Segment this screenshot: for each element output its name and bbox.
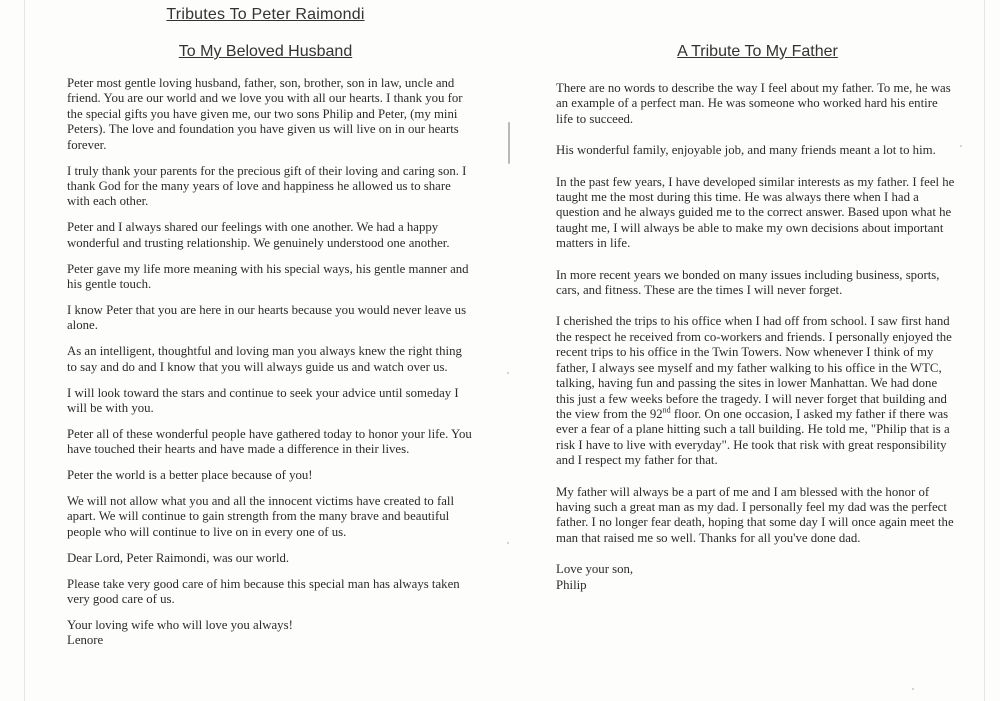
paragraph (556, 314, 956, 468)
scan-speck (507, 542, 509, 544)
scan-speck (960, 145, 962, 147)
closing-line: Love your son, (556, 562, 634, 577)
paragraph: Peter most gentle loving husband, father, son, brother, son in law, uncle and friend. You are our world and we love you with all our hearts. I thank you for the special gifts you have given me, our two sons Philip and Peter, (my mini Peters). The love and foundation you have given us will live on in our hearts forever. (67, 76, 463, 152)
scan-speck (507, 372, 509, 374)
ordinal-superscript: nd (662, 405, 671, 415)
paragraph-text: I cherished the trips to his office when I had off from school. I saw first hand the respect he received from co-workers and friends. I personally enjoyed the recent trips to his office in the Twin Towers. Now whenever I think of my father, I always see myself and my father walking to his office in the WTC, talking, having fun and passing the sites in lower Manhattan. We had done this just a few weeks before the tragedy. I will never forget that building and the view from the 92 (556, 314, 952, 421)
left-tribute-body (67, 76, 472, 649)
signature: Philip (556, 577, 587, 592)
closing-line: Your loving wife who will love you always! (67, 617, 293, 632)
paragraph-text: floor. On one occasion, I asked my father if there was ever a fear of a plane hitting such a tall building. He told me, "Philip that is a risk I have to live with everyday". He took that risk with great responsibility and I respect my father for that. (556, 406, 950, 468)
paragraph: Peter gave my life more meaning with his special ways, his gentle manner and his gentle touch. (67, 261, 469, 291)
fold-mark (508, 122, 510, 164)
paragraph: Dear Lord, Peter Raimondi, was our world. (67, 550, 290, 565)
paragraph: My father will always be a part of me and I am blessed with the honor of having such a great man as my dad. I personally feel my dad was the perfect father. I no longer fear death, hoping that some day I will once again meet the man that raised me so well. Thanks for all you've done dad. (556, 484, 954, 545)
paragraph: I know Peter that you are here in our hearts because you would never leave us alone. (67, 302, 467, 333)
paragraph: Please take very good care of him because this special man has always taken very good care of us. (67, 576, 460, 607)
signature: Lenore (67, 633, 104, 648)
scan-speck (912, 688, 914, 690)
paragraph: Peter the world is a better place because of you! (67, 468, 313, 483)
left-tribute-title: To My Beloved Husband (178, 43, 353, 60)
left-signature-block (67, 618, 472, 649)
right-signature-block (556, 562, 956, 593)
paragraph: In the past few years, I have developed similar interests as my father. I feel he taught me the most during this time. He was always there when I had a question and he always guided me to the correct answer. Based upon what he taught me, I will always be able to make my own decisions about important matters in life. (556, 174, 955, 251)
main-title: Tributes To Peter Raimondi (166, 6, 365, 23)
paragraph: We will not allow what you and all the innocent victims have created to fall apart. We will continue to gain strength from the many brave and beautiful people who will continue to live on in every one of us. (67, 494, 455, 539)
right-tribute-title: A Tribute To My Father (677, 43, 838, 60)
page-edge-right (984, 0, 985, 701)
paragraph: There are no words to describe the way I feel about my father. To me, he was an example of a perfect man. He was someone who worked hard his entire life to succeed. (556, 81, 951, 126)
right-tribute-body (556, 81, 956, 593)
paragraph: I truly thank your parents for the precious gift of their loving and caring son. I thank God for the many years of love and happiness he allowed us to share with each other. (67, 163, 467, 209)
page-edge-left (24, 0, 25, 701)
paragraph: His wonderful family, enjoyable job, and many friends meant a lot to him. (556, 143, 936, 158)
paragraph: As an intelligent, thoughtful and loving man you always knew the right thing to say and do and I know that you will always guide us and watch over us. (67, 344, 462, 374)
paragraph: I will look toward the stars and continue to seek your advice until someday I will be with you. (67, 385, 459, 415)
paragraph: Peter and I always shared our feelings with one another. We had a happy wonderful and trusting relationship. We genuinely understood one another. (67, 220, 450, 250)
paragraph: In more recent years we bonded on many issues including business, sports, cars, and fitness. These are the times I will never forget. (556, 267, 940, 298)
paragraph: Peter all of these wonderful people have gathered today to honor your life. You have touched their hearts and have made a difference in their lives. (67, 426, 472, 457)
